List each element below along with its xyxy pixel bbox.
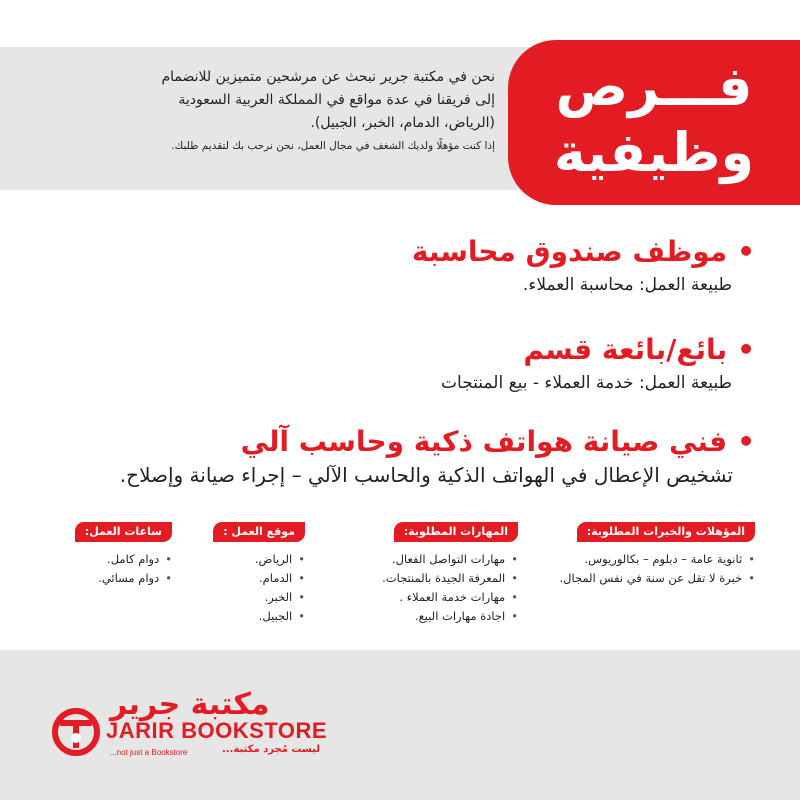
jarir-logo — [52, 687, 332, 770]
hero-title-line1: فـــرص — [555, 55, 753, 118]
column-heading: المؤهلات والخبرات المطلوبة: — [577, 522, 755, 542]
job-item — [20, 330, 755, 396]
list-item: • الرياض. — [200, 550, 305, 569]
intro-text — [20, 66, 495, 155]
job-title: •فني صيانة هواتف ذكية وحاسب آلي — [240, 425, 755, 458]
bullet-icon: • — [737, 425, 755, 458]
job-item — [20, 422, 755, 488]
list-item: • الجبيل. — [200, 607, 305, 626]
logo-arabic-text: مكتبة جرير — [110, 687, 270, 722]
logo-tagline-ar: ليست مُجرد مكتبة... — [222, 744, 320, 755]
qualifications-column — [555, 520, 755, 588]
logo-latin-text: JARIR BOOKSTORE — [106, 718, 328, 743]
hero-title-line2: وظيفية — [553, 121, 755, 184]
intro-note: إذا كنت مؤهلًا ولديك الشغف في مجال العمل، نحن نرحب بك لتقديم طلبك. — [171, 140, 495, 152]
job-description: تشخيص الإعطال في الهواتف الذكية والحاسب الآلي – إجراء صيانة وإصلاح. — [119, 463, 733, 487]
location-column — [200, 520, 305, 626]
list-item: • خبرة لا تقل عن سنة في نفس المجال. — [555, 569, 755, 588]
job-title: •بائع/بائعة قسم — [523, 333, 755, 366]
jarir-logo-icon — [52, 708, 100, 756]
column-heading: ساعات العمل: — [75, 522, 172, 542]
column-heading: موقع العمل : — [213, 522, 305, 542]
bullet-icon: • — [737, 333, 755, 366]
list-item: • المعرفة الجيدة بالمنتجات. — [340, 569, 518, 588]
list-item: • اجادة مهارات البيع. — [340, 607, 518, 626]
bullet-icon: • — [737, 235, 755, 268]
intro-line: إلى فريقنا في عدة مواقع في المملكة العربية السعودية — [178, 92, 495, 108]
skills-column — [340, 520, 518, 626]
job-description: طبيعة العمل: خدمة العملاء - بيع المنتجات — [441, 373, 732, 393]
intro-line: نحن في مكتبة جرير نبحث عن مرشحين متميزين للانضمام — [161, 69, 495, 85]
hours-column — [60, 520, 172, 588]
list-item: • مهارات خدمة العملاء . — [340, 588, 518, 607]
list-item: • دوام مسائي. — [60, 569, 172, 588]
intro-line: (الرياض، الدمام، الخبر، الجبيل). — [310, 115, 495, 131]
list-item: • دوام كامل. — [60, 550, 172, 569]
job-title: •موظف صندوق محاسبة — [411, 235, 755, 268]
column-heading: المهارات المطلوبة: — [394, 522, 518, 542]
list-item: • الدمام. — [200, 569, 305, 588]
list-item: • مهارات التواصل الفعال. — [340, 550, 518, 569]
job-description: طبيعة العمل: محاسبة العملاء. — [522, 275, 732, 295]
list-item: • ثانوية عامة – دبلوم – بكالوريوس. — [555, 550, 755, 569]
list-item: • الخبر. — [200, 588, 305, 607]
logo-tagline-en: ...not just a Bookstore — [110, 748, 188, 757]
hero-title — [508, 54, 800, 186]
job-item — [20, 232, 755, 298]
